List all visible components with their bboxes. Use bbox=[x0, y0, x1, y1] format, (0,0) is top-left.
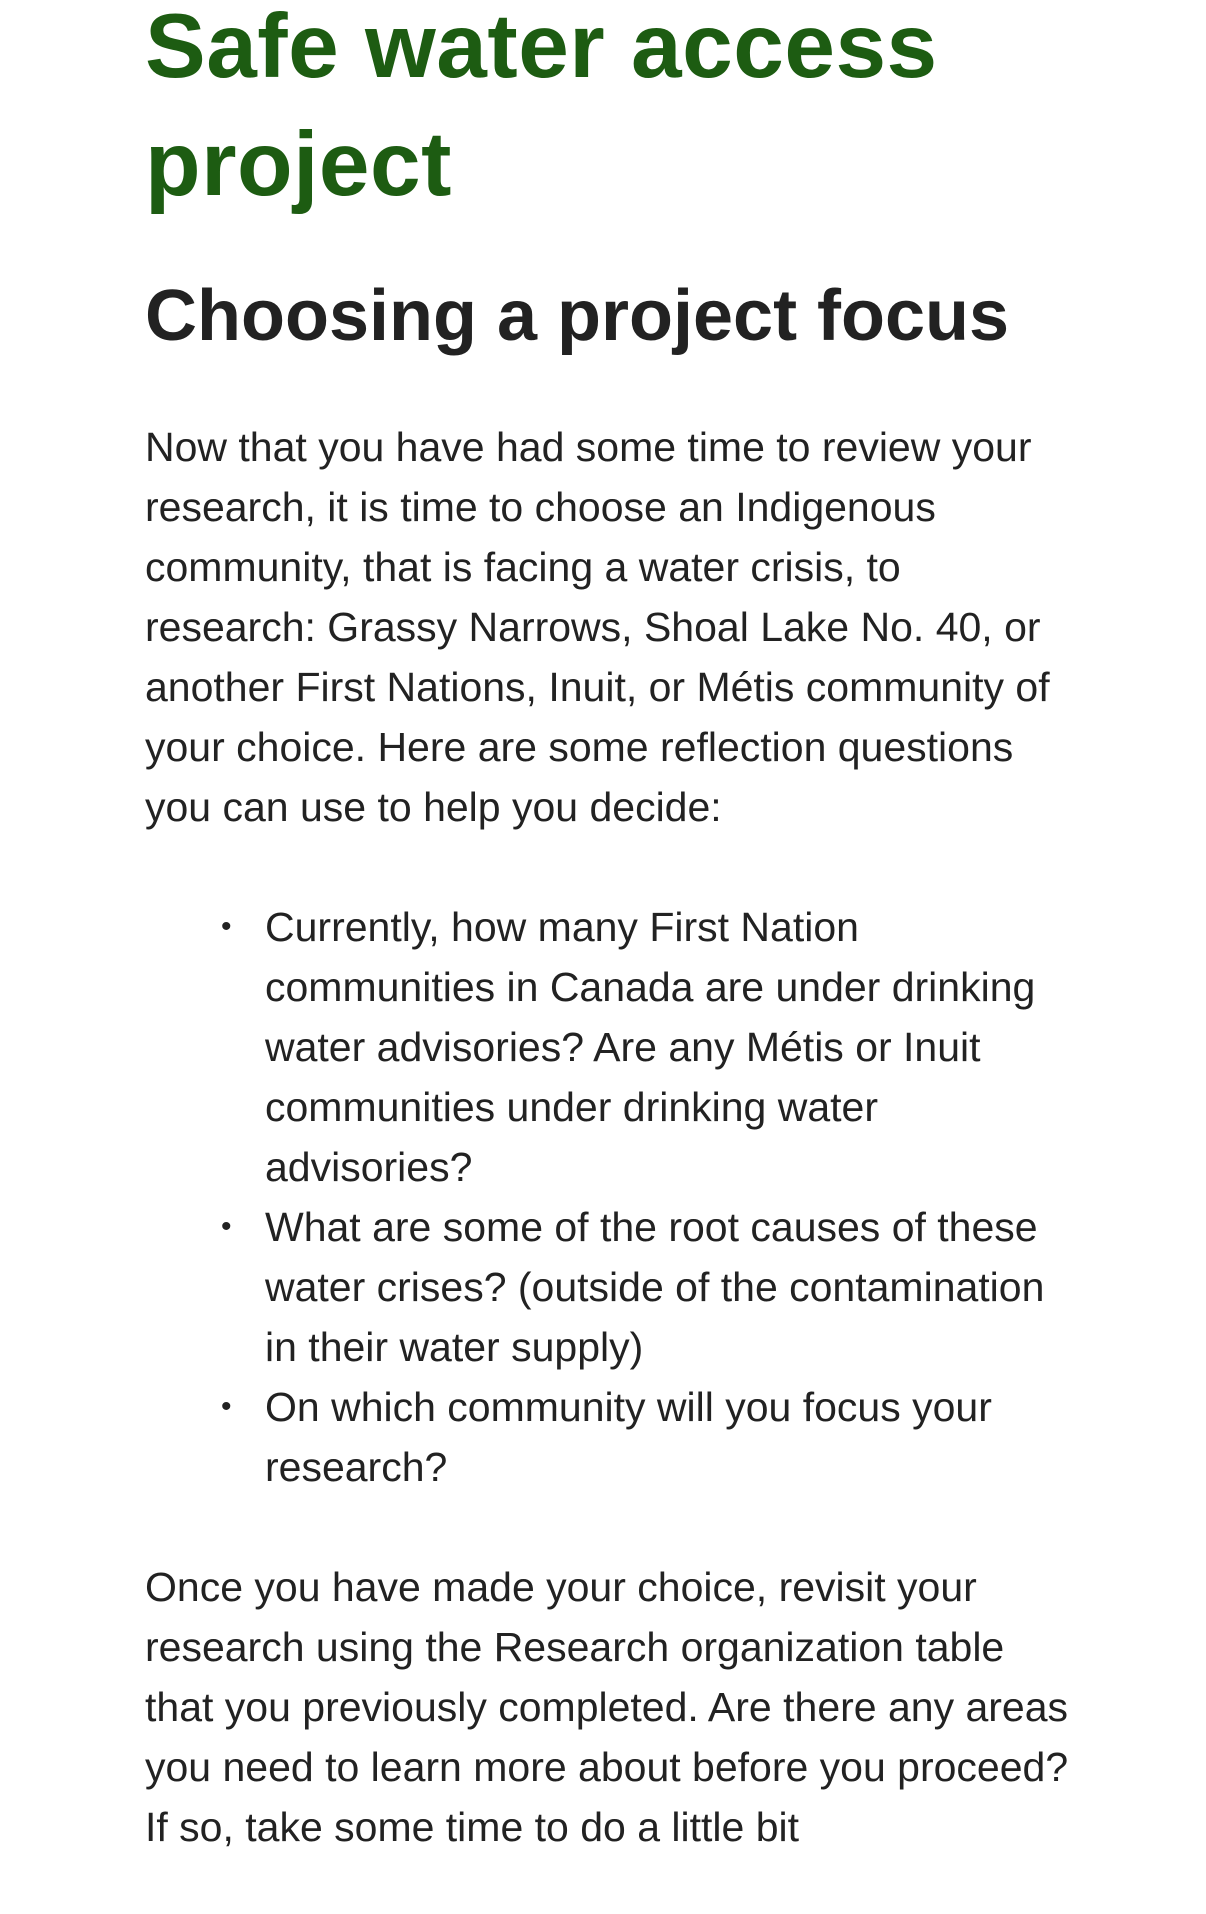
reflection-questions-list bbox=[145, 897, 1075, 1497]
list-item-text: Currently, how many First Nation communities in Canada are under drinking water advisories? Are any Métis or Inuit communities under drinking water advisories? bbox=[265, 904, 1036, 1190]
bullet-icon: • bbox=[221, 1210, 232, 1243]
list-item-text: On which community will you focus your research? bbox=[265, 1384, 992, 1490]
list-item-text: What are some of the root causes of these water crises? (outside of the contamination in their water supply) bbox=[265, 1204, 1045, 1370]
list-item bbox=[221, 1377, 1075, 1497]
page-title: Safe water access project bbox=[145, 0, 938, 215]
section-heading: Choosing a project focus bbox=[145, 276, 1010, 356]
followup-paragraph: Once you have made your choice, revisit your research using the Research organization table that you previously completed. Are there any areas you need to learn more about before you proceed? If so, take some time to do a little bit bbox=[145, 1564, 1069, 1850]
intro-paragraph: Now that you have had some time to review your research, it is time to choose an Indigenous community, that is facing a water crisis, to research: Grassy Narrows, Shoal Lake No. 40, or another First Nations, Inuit, or Métis community of your choice. Here are some reflection questions you can use to help you decide: bbox=[145, 424, 1050, 830]
list-item bbox=[221, 1197, 1075, 1377]
list-item bbox=[221, 897, 1075, 1197]
bullet-icon: • bbox=[221, 1390, 232, 1423]
main-content bbox=[145, 0, 1075, 1857]
bullet-icon: • bbox=[221, 910, 232, 943]
